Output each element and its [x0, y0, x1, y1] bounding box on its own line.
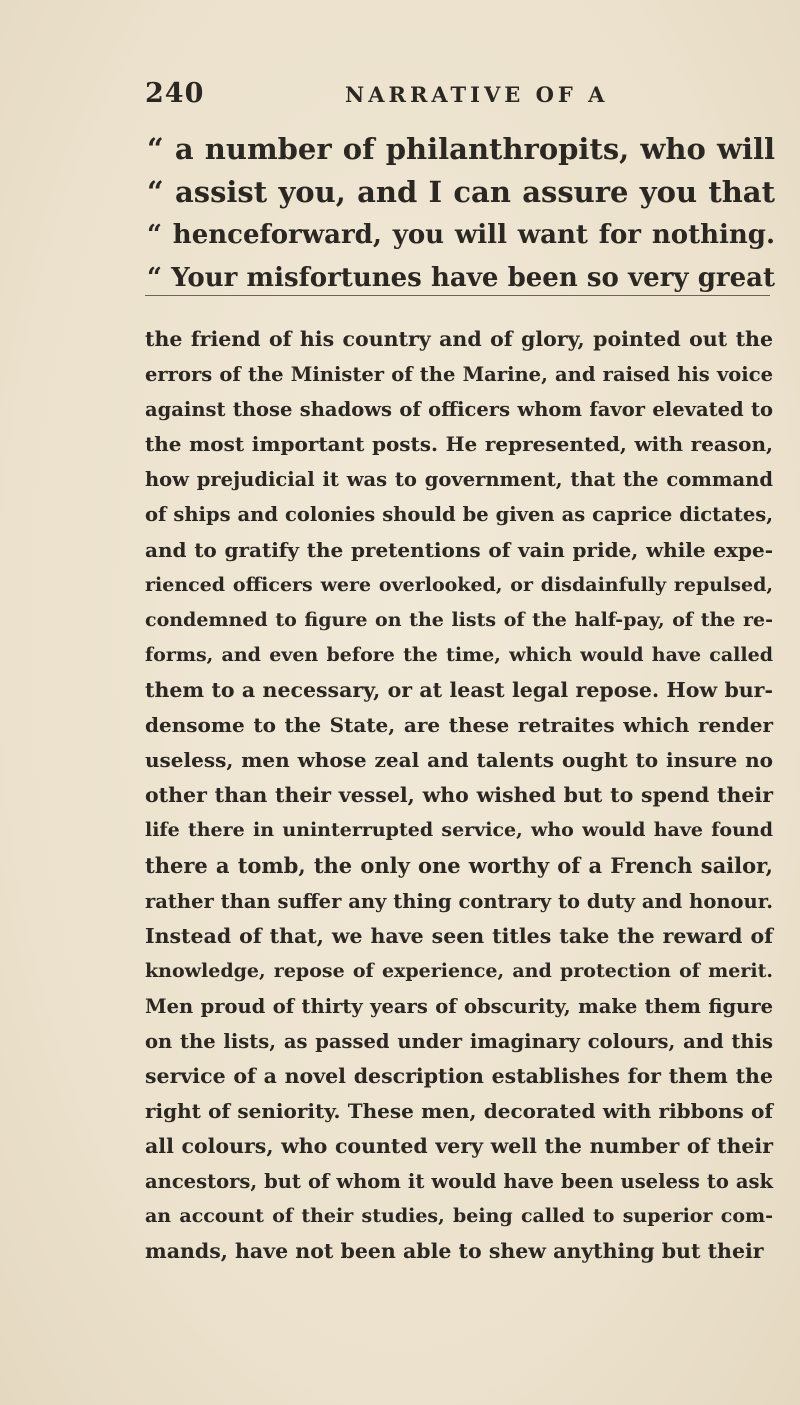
text-line: all colours, who counted very well the number of their [145, 1134, 773, 1159]
text-line: service of a novel description establishes for them the [145, 1063, 773, 1088]
text-line: right of seniority. These men, decorated with ribbons of [145, 1099, 773, 1124]
text-line: Instead of that, we have seen titles take the reward of [145, 923, 773, 948]
text-line: rather than suffer any thing contrary to duty and honour. [145, 889, 773, 913]
text-line: ancestors, but of whom it would have been useless to ask [145, 1170, 773, 1194]
text-line: an account of their studies, being called to superior com- [145, 1205, 773, 1228]
text-line: of ships and colonies should be given as caprice dictates, [145, 503, 773, 527]
section-rule [145, 295, 770, 296]
text-line: the most important posts. He represented, with reason, [145, 432, 773, 457]
text-line: against those shadows of officers whom favor elevated to [145, 398, 773, 422]
quote-line: “ a number of philanthropits, who will [147, 132, 775, 166]
text-line: there a tomb, the only one worthy of a French sailor, [145, 853, 773, 879]
text-line: other than their vessel, who wished but to spend their [145, 783, 773, 808]
text-line: rienced officers were overlooked, or disdainfully repulsed, [145, 573, 773, 596]
text-line: how prejudicial it was to government, that the command [145, 468, 773, 492]
text-line: mands, have not been able to shew anything but their [145, 1239, 764, 1264]
text-line: and to gratify the pretentions of vain pride, while expe- [145, 537, 773, 562]
text-line: Men proud of thirty years of obscurity, make them figure [145, 994, 773, 1018]
text-line: densome to the State, are these retraites which render [145, 713, 773, 738]
text-line: useless, men whose zeal and talents ought to insure no [145, 748, 773, 773]
quote-line: “ assist you, and I can assure you that [147, 175, 775, 209]
running-title: NARRATIVE OF A [345, 82, 609, 107]
quoted-passage [147, 128, 775, 300]
text-line: knowledge, repose of experience, and protection of merit. [145, 959, 773, 982]
quote-line: “ henceforward, you will want for nothing. [147, 220, 775, 250]
text-line: errors of the Minister of the Marine, and raised his voice [145, 363, 773, 387]
text-line: condemned to figure on the lists of the half-pay, of the re- [145, 608, 773, 631]
page-number: 240 [145, 78, 205, 109]
text-line: life there in uninterrupted service, who would have found [145, 819, 773, 842]
text-line: forms, and even before the time, which would have called [145, 643, 773, 666]
text-line: them to a necessary, or at least legal repose. How bur- [145, 677, 773, 702]
body-text [145, 322, 773, 1270]
text-line: on the lists, as passed under imaginary colours, and this [145, 1029, 773, 1053]
quote-line: “ Your misfortunes have been so very great [147, 263, 775, 293]
running-head [145, 78, 775, 118]
text-line: the friend of his country and of glory, pointed out the [145, 327, 773, 351]
